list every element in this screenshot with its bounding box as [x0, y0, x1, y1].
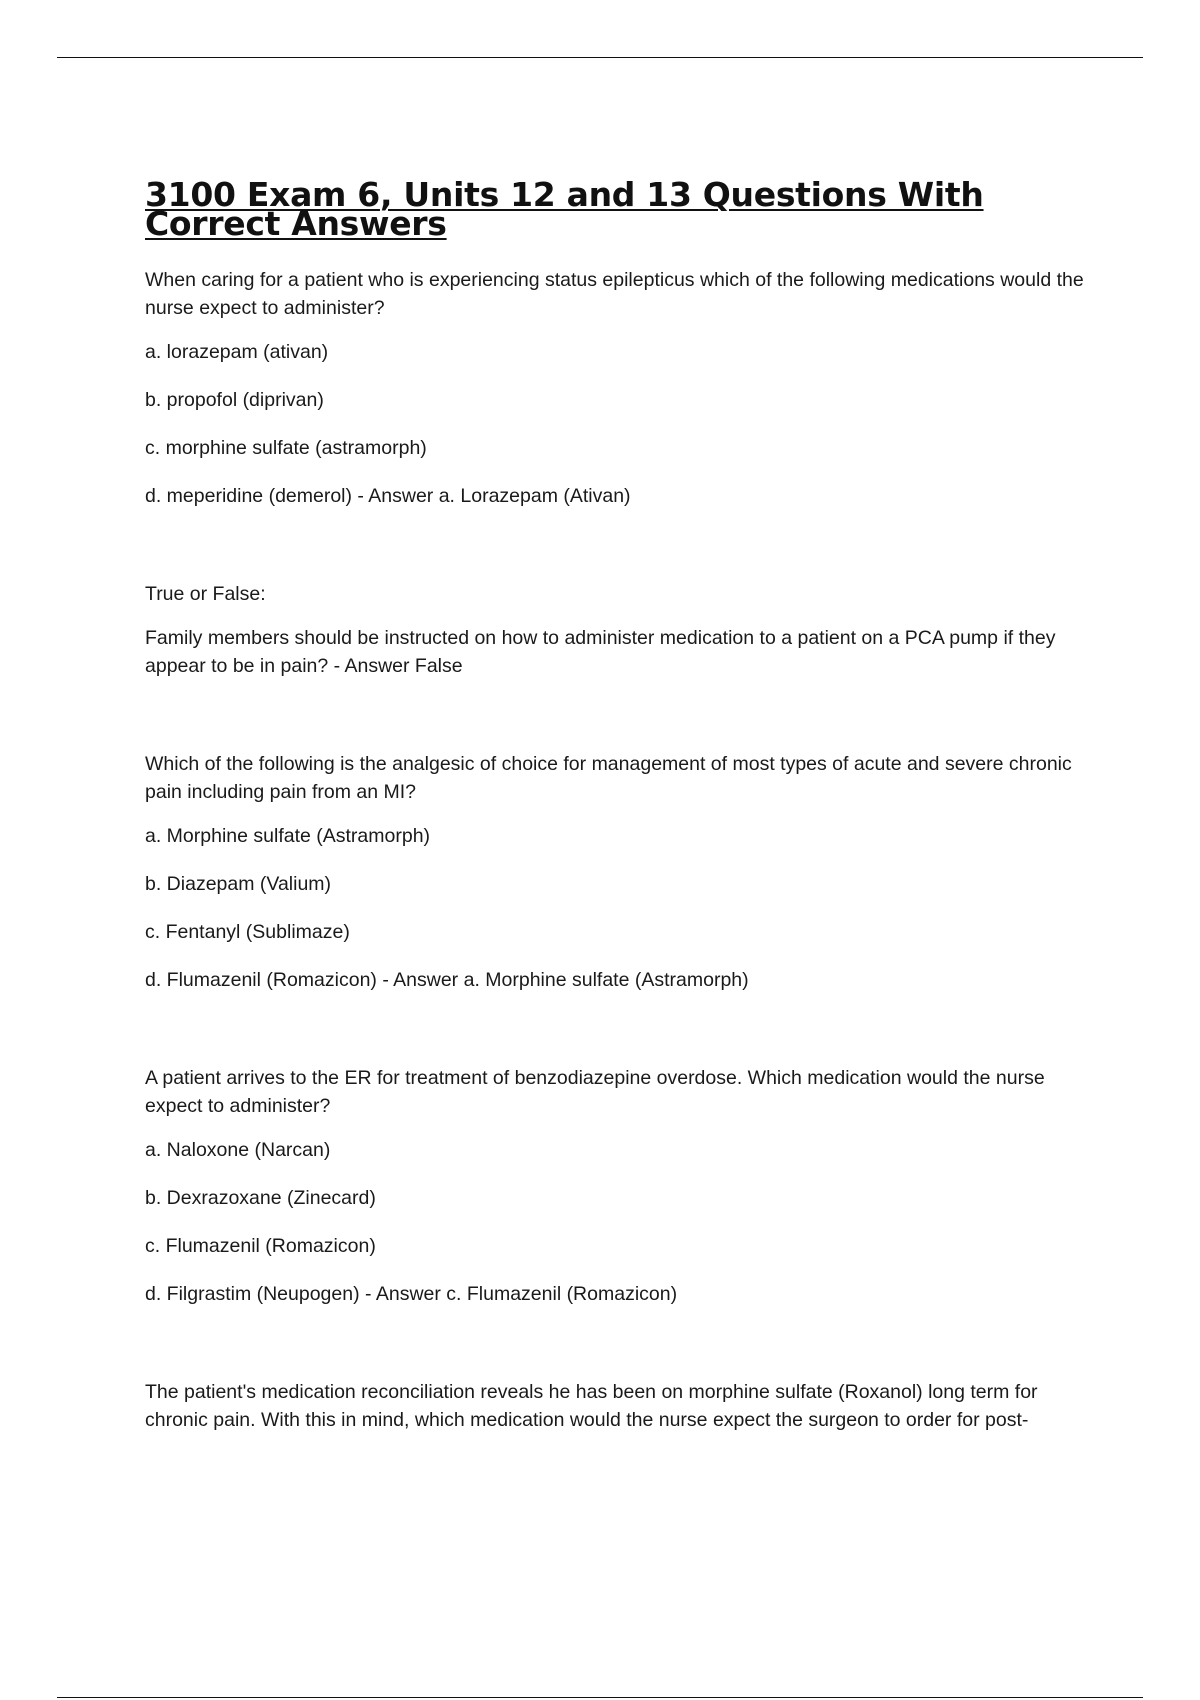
question-1: [145, 266, 1090, 510]
answer-option: Family members should be instructed on how to administer medication to a patient on a PCA pump if they appear to be in pain? - Answer False: [145, 627, 1056, 677]
question-2: [145, 580, 1090, 680]
question-text: Which of the following is the analgesic of choice for management of most types of acute and severe chronic pain including pain from an MI?: [145, 753, 1072, 803]
question-text: True or False:: [145, 583, 266, 605]
answer-option: d. Flumazenil (Romazicon) - Answer a. Morphine sulfate (Astramorph): [145, 969, 749, 991]
answer-option: d. meperidine (demerol) - Answer a. Lorazepam (Ativan): [145, 485, 631, 507]
answer-option: a. lorazepam (ativan): [145, 341, 329, 363]
footer-rule: [57, 1697, 1143, 1698]
answer-option: c. Flumazenil (Romazicon): [145, 1235, 376, 1257]
question-text: The patient's medication reconciliation reveals he has been on morphine sulfate (Roxanol) long term for chronic pain. With this in mind, which medication would the nurse expect the surgeon to order for post-: [145, 1381, 1038, 1431]
question-5: [145, 1378, 1090, 1434]
answer-option: b. Dexrazoxane (Zinecard): [145, 1187, 376, 1209]
spacer: [145, 1328, 1090, 1378]
answer-option: a. Morphine sulfate (Astramorph): [145, 825, 431, 847]
spacer: [145, 1014, 1090, 1064]
header-rule: [57, 57, 1143, 58]
answer-option: b. Diazepam (Valium): [145, 873, 332, 895]
answer-option: a. Naloxone (Narcan): [145, 1139, 331, 1161]
answer-option: c. Fentanyl (Sublimaze): [145, 921, 350, 943]
spacer: [145, 700, 1090, 750]
question-3: [145, 750, 1090, 994]
question-4: [145, 1064, 1090, 1308]
spacer: [145, 530, 1090, 580]
document-title: 3100 Exam 6, Units 12 and 13 Questions With Correct Answers: [145, 175, 984, 243]
answer-option: b. propofol (diprivan): [145, 389, 324, 411]
question-text: When caring for a patient who is experiencing status epilepticus which of the following medications would the nurse expect to administer?: [145, 269, 1084, 319]
document-body: [145, 175, 1090, 1450]
answer-option: d. Filgrastim (Neupogen) - Answer c. Flumazenil (Romazicon): [145, 1283, 678, 1305]
question-text: A patient arrives to the ER for treatment of benzodiazepine overdose. Which medication would the nurse expect to administer?: [145, 1067, 1045, 1117]
answer-option: c. morphine sulfate (astramorph): [145, 437, 427, 459]
